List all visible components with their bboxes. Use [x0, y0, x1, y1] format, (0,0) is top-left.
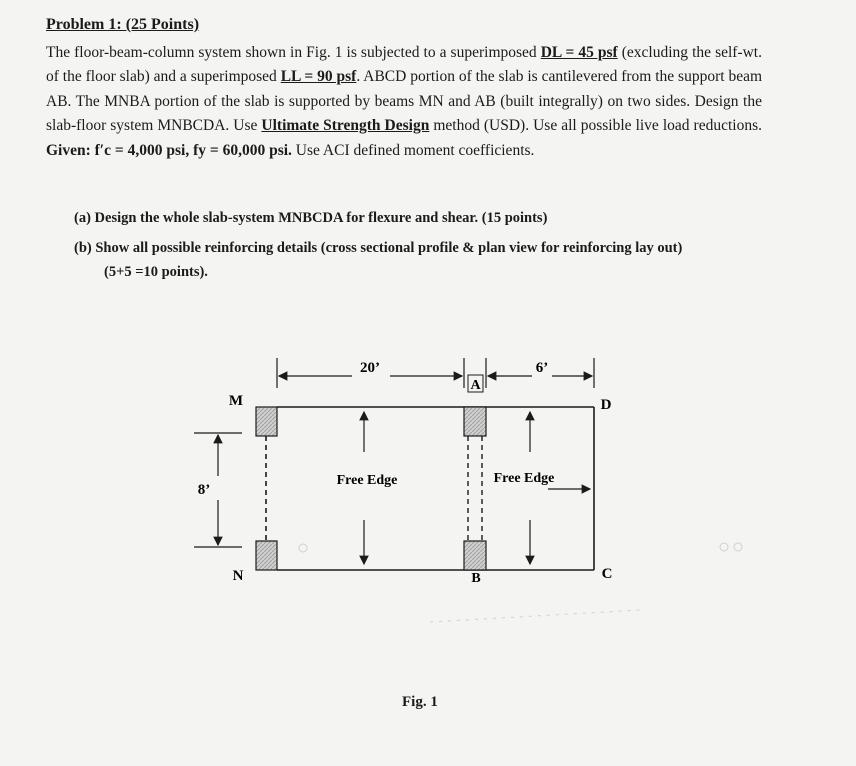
column-b [464, 541, 486, 570]
figure-caption: Fig. 1 [402, 694, 438, 710]
node-label-m: M [228, 393, 244, 409]
intro-text-3: . ABCD portion of the slab is cantilevered from the support beam AB. The MNBA portion of the slab is supported by beams MN and AB (built integrally) on two sides. Design the slab-floor system MNBCDA. Use [46, 68, 763, 135]
scan-artifacts [299, 543, 742, 622]
intro-text-1: The floor-beam-column system shown in Fig. 1 is subjected to a superimposed [46, 44, 541, 61]
smudge-3 [720, 543, 728, 551]
free-edge-label-right: Free Edge [493, 471, 555, 486]
part-a: (a) Design the whole slab-system MNBCDA for flexure and shear. (15 points) [74, 210, 548, 226]
intro-text-2: (excluding the self-wt. of the floor slab) and a superimposed [46, 44, 762, 86]
free-edge-label-left: Free Edge [336, 473, 398, 488]
smudge-4 [734, 543, 742, 551]
dim-label-8: 8’ [197, 482, 211, 498]
column-m [256, 407, 277, 436]
node-label-a: A [470, 378, 481, 393]
span-arrows-right [530, 412, 590, 564]
smudge-1 [299, 544, 307, 552]
dead-load-value: DL = 45 psf [540, 44, 618, 61]
given-values: Given: f′c = 4,000 psi, fy = 60,000 psi. [46, 141, 292, 159]
column-a [464, 407, 486, 436]
node-label-c: C [601, 566, 613, 582]
intro-text-4: method (USD). Use all possible live load reductions. [429, 117, 762, 135]
node-label-n: N [232, 568, 244, 584]
part-b-line-1: (b) Show all possible reinforcing details (cross sectional profile & plan view for reinforcing lay out) [74, 240, 683, 256]
dim-label-20: 20’ [360, 360, 380, 376]
smudge-2 [430, 610, 640, 622]
dim-label-6: 6’ [535, 360, 549, 376]
slab-outline [277, 407, 594, 570]
live-load-value: LL = 90 psf [280, 68, 357, 86]
intro-text-5: Use ACI defined moment coefficients. [291, 141, 535, 159]
problem-title: Problem 1: (25 Points) [46, 16, 200, 33]
node-label-d: D [600, 397, 612, 413]
node-label-b: B [471, 571, 481, 586]
column-n [256, 541, 277, 570]
part-b-line-2: (5+5 =10 points). [104, 264, 208, 280]
design-method: Ultimate Strength Design [261, 117, 430, 135]
